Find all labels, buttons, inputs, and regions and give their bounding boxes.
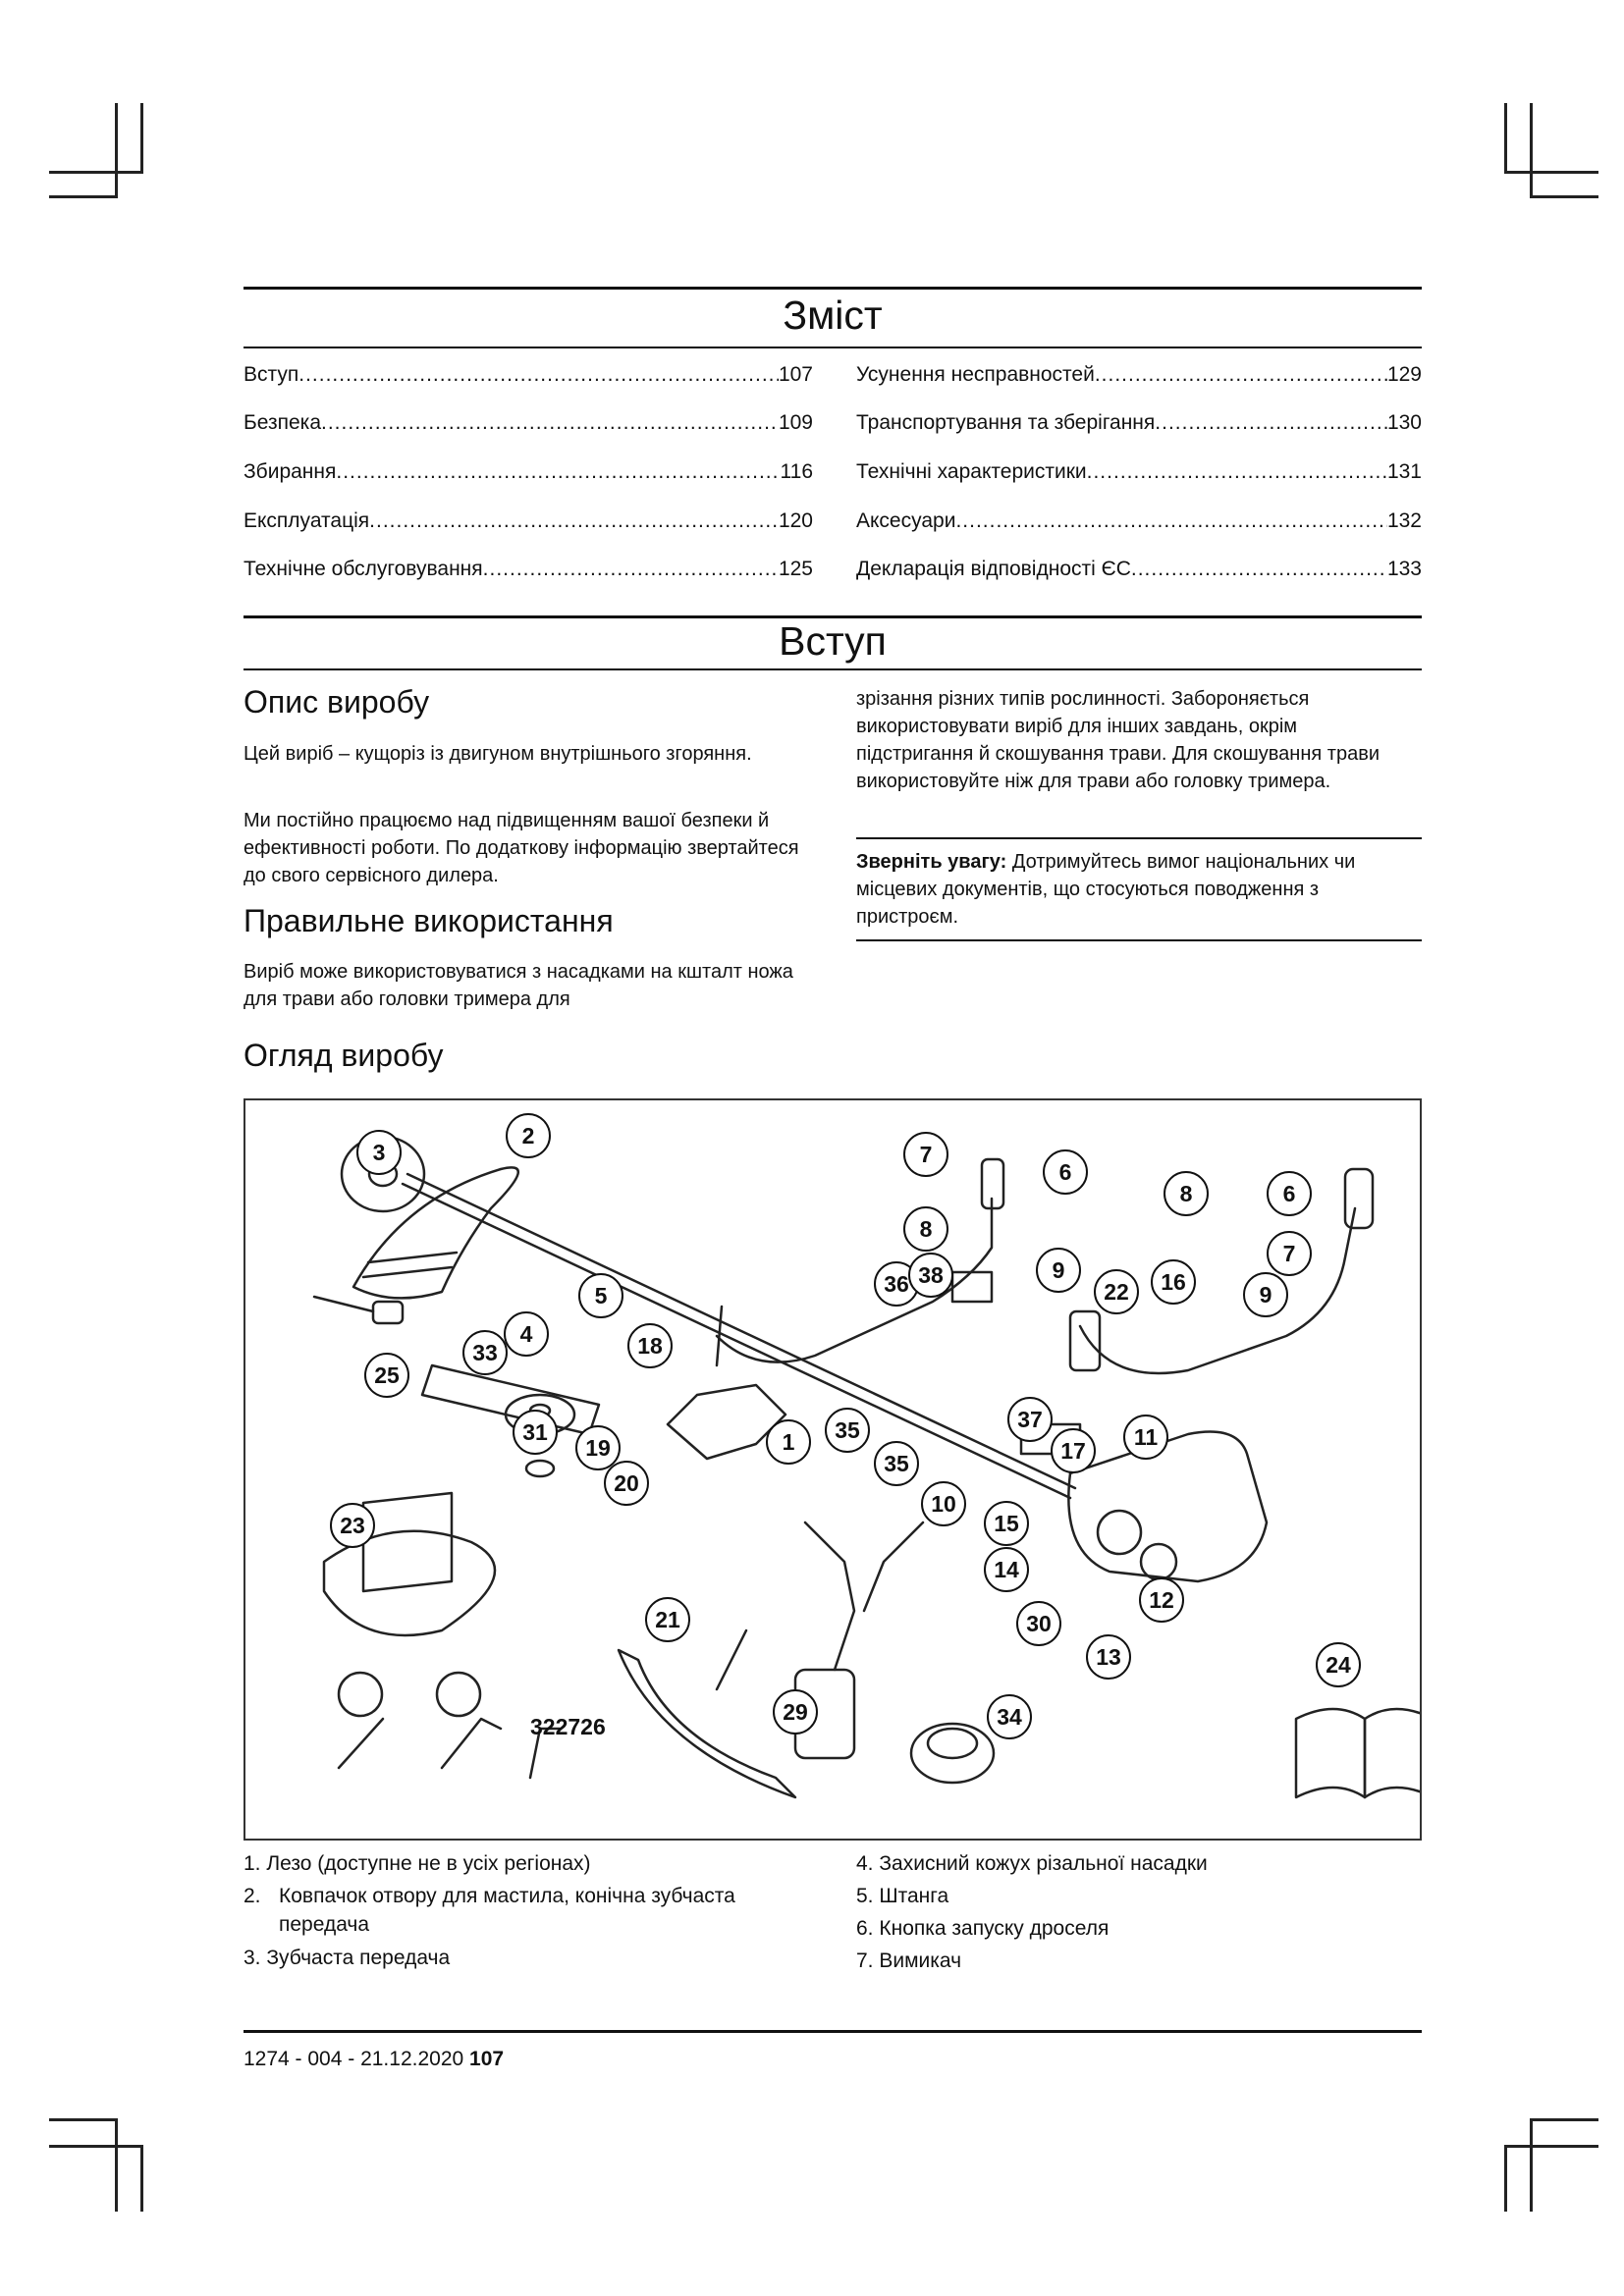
toc-label: Усунення несправностей (856, 363, 1095, 386)
toc-leader (298, 363, 779, 387)
callout-16: 16 (1151, 1259, 1196, 1305)
product-description-p2: Ми постійно працюємо над підвищенням вашої безпеки й ефективності роботи. По додаткову інформацію звертайтеся до свого сервісного дилера. (244, 810, 799, 886)
product-description-heading: Опис виробу (244, 684, 430, 720)
toc-title: Зміст (783, 293, 883, 338)
toc-leader (1131, 558, 1387, 581)
toc-page: 132 (1386, 509, 1422, 532)
toc-page: 131 (1386, 460, 1422, 483)
caption-num: 1. (244, 1852, 261, 1875)
crop-mark (1504, 103, 1507, 174)
toc-leader (1087, 460, 1387, 484)
callout-6b: 6 (1267, 1171, 1312, 1216)
caption-num: 2. (244, 1885, 261, 1907)
caption-4 (856, 1849, 1422, 1878)
callout-37: 37 (1007, 1397, 1053, 1442)
intended-use-p1-cont: зрізання різних типів рослинності. Забороняється використовувати виріб для інших завдань, окрім підстригання й скошування трави. Для скошування трави використовуйте ніж для трави або головку тримера. (856, 688, 1380, 792)
crop-mark (1530, 2118, 1598, 2121)
footer (244, 2048, 504, 2071)
crop-mark (115, 2118, 118, 2212)
callout-6a: 6 (1043, 1149, 1088, 1195)
crop-mark (49, 171, 143, 174)
crop-mark (1504, 2145, 1507, 2212)
callout-15: 15 (984, 1501, 1029, 1546)
footer-doc: 1274 - 004 - 21.12.2020 (244, 2048, 464, 2070)
caption-5 (856, 1882, 1422, 1910)
caption-text: Вимикач (879, 1949, 962, 1972)
toc-page: 107 (778, 363, 813, 386)
callout-8a: 8 (903, 1206, 948, 1252)
callout-19: 19 (575, 1425, 621, 1470)
callout-17: 17 (1051, 1428, 1096, 1473)
footer-page: 107 (469, 2048, 505, 2070)
callout-18: 18 (627, 1323, 673, 1368)
toc-page: 129 (1386, 363, 1422, 386)
intended-use-heading: Правильне використання (244, 903, 614, 938)
toc-page: 109 (778, 411, 813, 434)
toc-label: Вступ (244, 363, 299, 386)
grass-guard-drawing (619, 1630, 795, 1797)
toc-page: 120 (778, 509, 813, 532)
toc-leader (955, 509, 1386, 533)
toc-label: Експлуатація (244, 509, 370, 532)
toc-leader (321, 411, 779, 435)
crop-mark (49, 2145, 143, 2148)
note (856, 848, 1406, 931)
caption-text: Штанга (879, 1885, 949, 1907)
callout-38: 38 (908, 1253, 953, 1298)
callout-29: 30 (1016, 1601, 1061, 1646)
toc-leader (1155, 411, 1387, 435)
callout-33: 31 (513, 1410, 558, 1455)
tools-drawing (339, 1673, 560, 1778)
callout-10: 10 (921, 1481, 966, 1526)
callout-28: 29 (773, 1689, 818, 1735)
toc-title-rule (244, 347, 1422, 348)
handlebar-drawing (717, 1159, 1003, 1365)
caption-num: 6. (856, 1917, 874, 1940)
crop-mark (49, 2118, 118, 2121)
caption-num: 3. (244, 1947, 261, 1969)
toc-label: Безпека (244, 411, 322, 434)
crop-mark (49, 195, 118, 198)
callout-23: 24 (1316, 1642, 1361, 1687)
caption-text: Зубчаста передача (266, 1947, 451, 1969)
caption-3 (244, 1944, 813, 1972)
crop-mark (140, 103, 143, 174)
toc-leader (336, 460, 780, 484)
toc-label: Збирання (244, 460, 337, 483)
caption-7 (856, 1947, 1422, 1975)
callout-36: 35 (825, 1408, 870, 1453)
callout-7b: 7 (1267, 1231, 1312, 1276)
callout-31: 34 (987, 1694, 1032, 1739)
toc-page: 130 (1386, 411, 1422, 434)
caption-text: Захисний кожух різальної насадки (879, 1852, 1208, 1875)
caption-text: Лезо (доступне не в усіх регіонах) (266, 1852, 591, 1875)
toc-page: 116 (780, 460, 813, 483)
callout-1: 1 (766, 1419, 811, 1465)
callout-24: 23 (330, 1503, 375, 1548)
callout-22: 22 (1094, 1269, 1139, 1314)
callout-5: 5 (578, 1273, 623, 1318)
toc-entry-assembly[interactable] (244, 460, 813, 484)
toc-top-rule (244, 287, 1422, 290)
trimmer-head-drawing (911, 1724, 994, 1783)
callout-30: 33 (462, 1330, 508, 1375)
callout-21: 21 (645, 1597, 690, 1642)
product-overview-figure (244, 1098, 1422, 1841)
toc-entry-intro[interactable] (244, 363, 813, 387)
product-diagram (245, 1100, 1420, 1839)
callout-12: 12 (1139, 1577, 1184, 1623)
caption-2 (244, 1882, 813, 1939)
intro-title: Вступ (779, 618, 887, 664)
crop-mark (1504, 171, 1598, 174)
toc-entry-transport[interactable] (856, 411, 1422, 435)
note-bottom-rule (856, 939, 1422, 941)
toc-page: 133 (1386, 558, 1422, 580)
callout-8b: 8 (1164, 1171, 1209, 1216)
crop-mark (1530, 2118, 1533, 2212)
callout-35: 35 (874, 1441, 919, 1486)
toc-label: Технічні характеристики (856, 460, 1087, 483)
overview-heading: Огляд виробу (244, 1038, 444, 1073)
callout-25: 25 (364, 1353, 409, 1398)
wrench-drawing (314, 1297, 403, 1323)
toc-label: Транспортування та зберігання (856, 411, 1156, 434)
intended-use-p1: Виріб може використовуватися з насадками на кшталт ножа для трави або головки тримера для (244, 961, 793, 1010)
callout-13: 13 (1086, 1634, 1131, 1680)
footer-rule (244, 2030, 1422, 2033)
crop-mark (140, 2145, 143, 2212)
toc-entry-maintenance[interactable] (244, 558, 813, 581)
caption-6 (856, 1914, 1422, 1943)
callout-11: 11 (1123, 1415, 1168, 1460)
caption-num: 4. (856, 1852, 874, 1875)
caption-num: 7. (856, 1949, 874, 1972)
note-label: Зверніть увагу: (856, 851, 1007, 873)
callout-34: 36 (874, 1261, 919, 1307)
callout-9a: 9 (1036, 1248, 1081, 1293)
manual-book-drawing (1296, 1709, 1420, 1797)
callout-7a: 7 (903, 1132, 948, 1177)
product-description-p1: Цей виріб – кущоріз із двигуном внутрішнього згоряння. (244, 743, 752, 765)
caption-text: Кнопка запуску дроселя (879, 1917, 1110, 1940)
callout-3: 3 (356, 1130, 402, 1175)
crop-mark (1530, 195, 1598, 198)
toc-label: Декларація відповідності ЄС (856, 558, 1131, 580)
callout-20: 20 (604, 1461, 649, 1506)
caption-1 (244, 1849, 813, 1878)
note-top-rule (856, 837, 1422, 839)
toc-leader (369, 509, 779, 533)
callout-14: 14 (984, 1547, 1029, 1592)
toc-entry-safety[interactable] (244, 411, 813, 435)
toc-entry-troubleshooting[interactable] (856, 363, 1422, 387)
caption-num: 5. (856, 1885, 874, 1907)
crop-mark (1530, 103, 1533, 196)
caption-text: Ковпачок отвору для мастила, конічна зубчаста передача (279, 1885, 735, 1936)
toc-entry-declaration[interactable] (856, 558, 1422, 581)
toc-leader (1095, 363, 1387, 387)
callout-2: 2 (506, 1113, 551, 1158)
note-text: Дотримуйтесь вимог національних чи місцевих документів, що стосуються поводження з пристроєм. (856, 851, 1356, 928)
figure-code: 322726 (530, 1714, 606, 1739)
crop-mark (1504, 2145, 1598, 2148)
toc-leader (483, 558, 779, 581)
toc-label: Технічне обслуговування (244, 558, 483, 580)
toc-entry-accessories[interactable] (856, 509, 1422, 533)
toc-entry-operation[interactable] (244, 509, 813, 533)
toc-page: 125 (778, 558, 813, 580)
callout-4: 4 (504, 1311, 549, 1357)
callout-9b: 9 (1243, 1272, 1288, 1317)
crop-mark (115, 103, 118, 196)
toc-label: Аксесуари (856, 509, 956, 532)
toc-entry-specs[interactable] (856, 460, 1422, 484)
intro-title-rule (244, 668, 1422, 670)
